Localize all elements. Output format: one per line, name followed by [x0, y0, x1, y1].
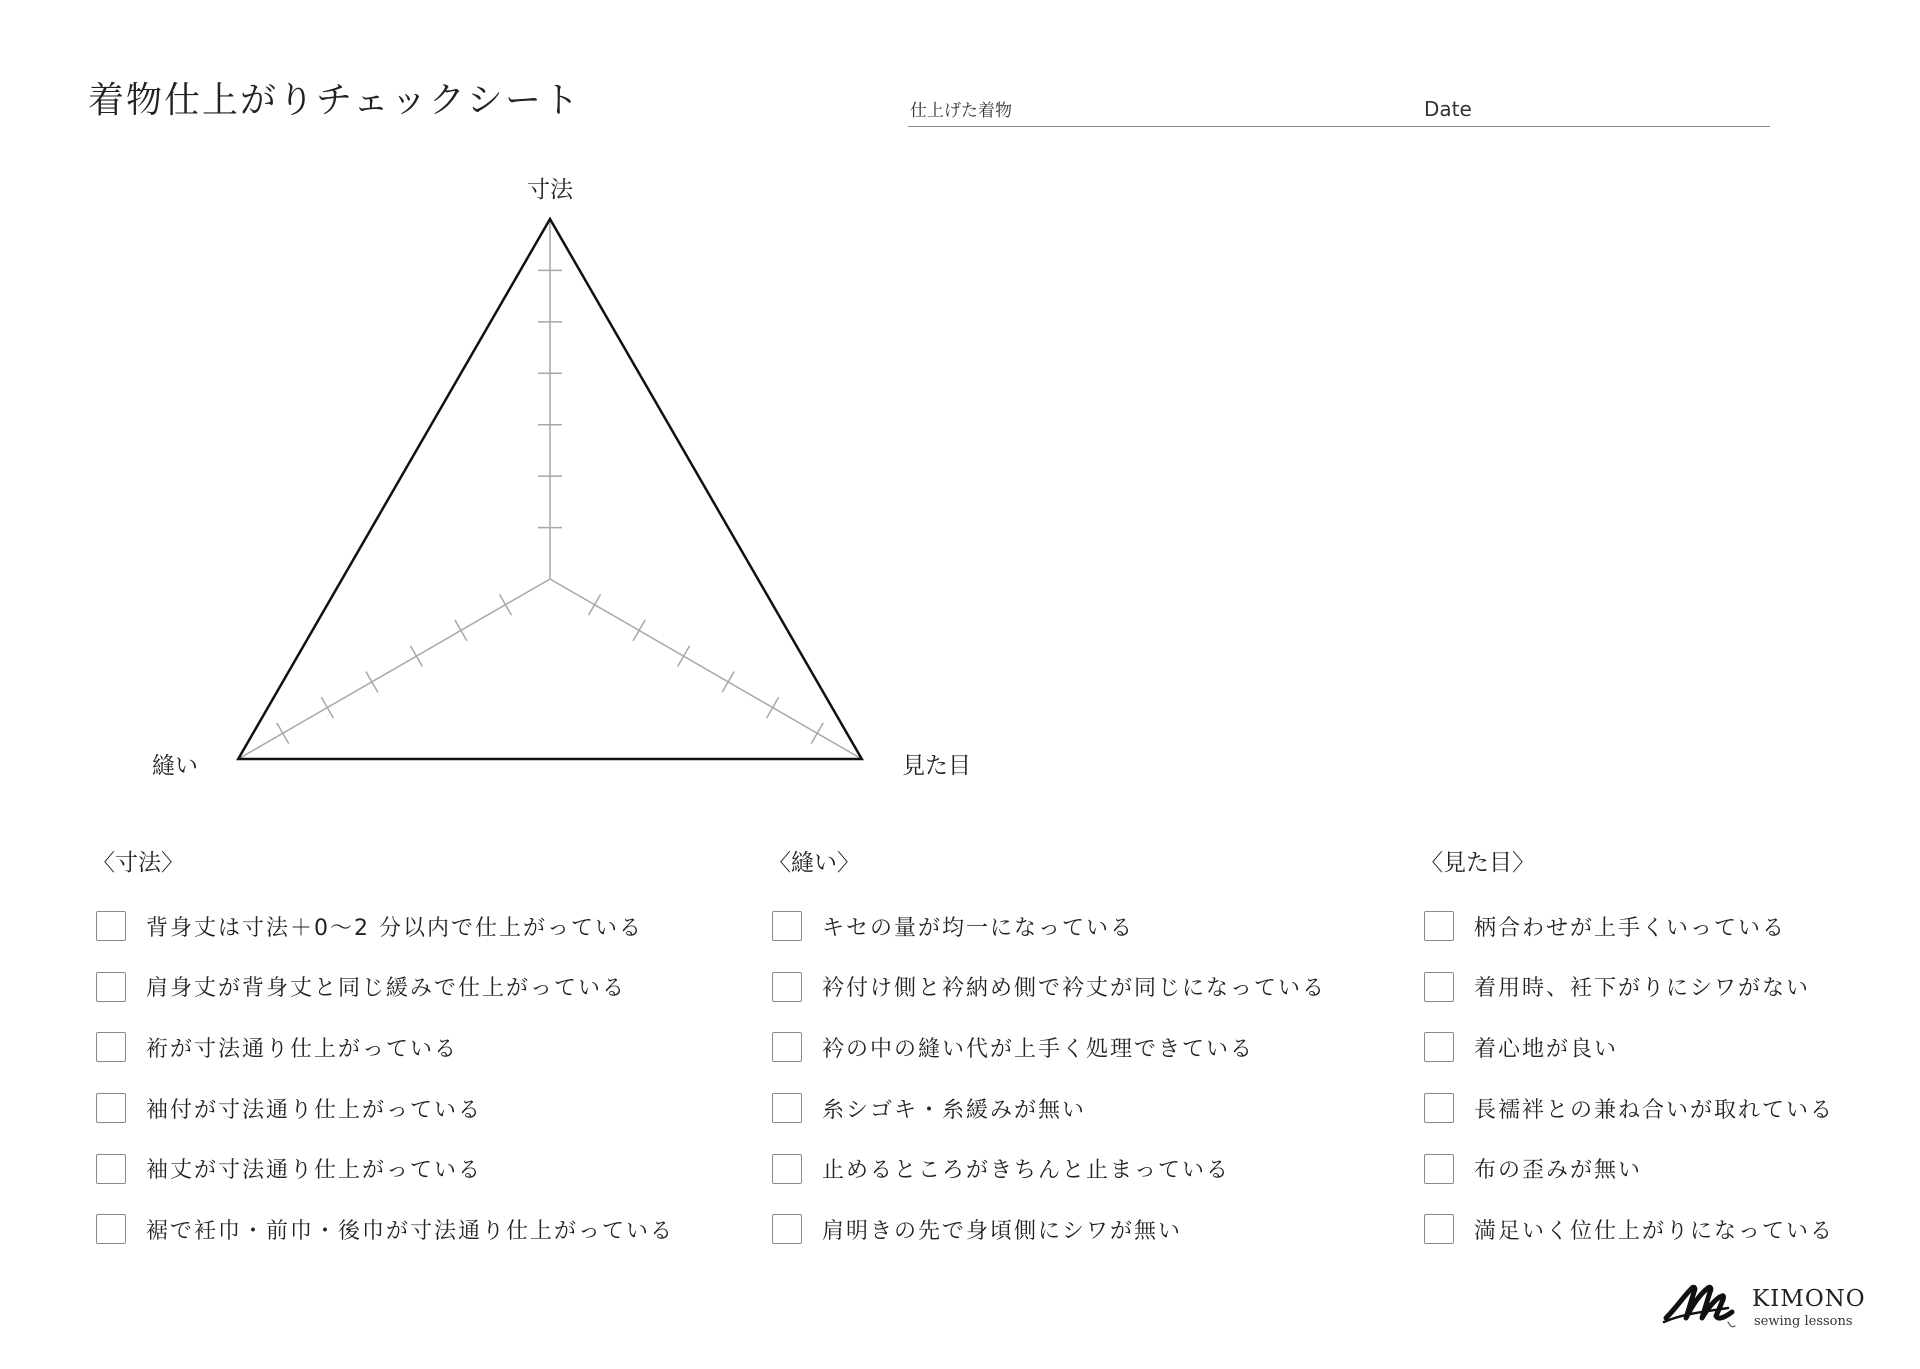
check-item-label: 肩明きの先で身頃側にシワが無い: [822, 1218, 1183, 1244]
check-item-label: 衿の中の縫い代が上手く処理できている: [822, 1036, 1255, 1062]
checkbox[interactable]: [96, 1214, 126, 1244]
radar-tick-appearance: [589, 594, 601, 615]
axis-label-sewing: 縫い: [152, 753, 198, 779]
check-item: [92, 1078, 674, 1139]
radar-tick-appearance: [767, 697, 779, 718]
radar-tick-sewing: [321, 697, 333, 718]
check-item-label: キセの量が均一になっている: [822, 915, 1135, 941]
check-item-label: 背身丈は寸法＋0〜2 分以内で仕上がっている: [146, 915, 643, 941]
checkbox[interactable]: [772, 1093, 802, 1123]
check-item: [1420, 957, 1834, 1018]
check-item-label: 布の歪みが無い: [1474, 1158, 1643, 1184]
checkbox[interactable]: [772, 911, 802, 941]
check-item: [92, 957, 674, 1018]
radar-tick-appearance: [678, 646, 690, 667]
brand-logo: [1662, 1278, 1872, 1334]
check-item: [1420, 1138, 1834, 1199]
checkbox[interactable]: [772, 1032, 802, 1062]
check-item: [768, 957, 1326, 1018]
check-item-label: 袖丈が寸法通り仕上がっている: [146, 1158, 483, 1184]
check-item: [92, 896, 674, 957]
section-dimensions: [92, 848, 674, 1260]
section-heading-appearance: 〈見た目〉: [1420, 850, 1535, 876]
checkbox[interactable]: [1424, 911, 1454, 941]
check-item: [1420, 896, 1834, 957]
checkbox[interactable]: [1424, 1214, 1454, 1244]
check-item: [1420, 1017, 1834, 1078]
radar-tick-sewing: [499, 594, 511, 615]
checkbox[interactable]: [772, 1154, 802, 1184]
logo-subtitle: sewing lessons: [1754, 1314, 1853, 1329]
section-sewing: [768, 848, 1326, 1260]
check-item: [1420, 1199, 1834, 1260]
kimono-name-label: 仕上げた着物: [910, 101, 1012, 121]
axis-label-appearance: 見た目: [902, 753, 971, 779]
check-item-label: 着用時、衽下がりにシワがない: [1474, 976, 1811, 1002]
check-item-label: 満足いく位仕上がりになっている: [1474, 1218, 1835, 1244]
check-item: [1420, 1078, 1834, 1139]
axis-label-dimensions: 寸法: [527, 177, 573, 203]
brush-m-logo-icon: [1662, 1278, 1748, 1334]
check-item: [92, 1199, 674, 1260]
check-item-label: 長襦袢との兼ね合いが取れている: [1474, 1097, 1835, 1123]
check-item-label: 袖付が寸法通り仕上がっている: [146, 1097, 483, 1123]
checkbox[interactable]: [96, 1093, 126, 1123]
section-heading-sewing: 〈縫い〉: [768, 850, 860, 876]
checkbox[interactable]: [1424, 1093, 1454, 1123]
check-item-label: 裄が寸法通り仕上がっている: [146, 1036, 459, 1062]
checkbox[interactable]: [96, 1032, 126, 1062]
radar-tick-appearance: [811, 723, 823, 744]
checkbox[interactable]: [96, 972, 126, 1002]
check-item: [92, 1138, 674, 1199]
check-item-label: 柄合わせが上手くいっている: [1474, 915, 1787, 941]
check-item: [768, 896, 1326, 957]
checkbox[interactable]: [1424, 1154, 1454, 1184]
checkbox[interactable]: [772, 1214, 802, 1244]
check-item: [768, 1078, 1326, 1139]
check-item: [92, 1017, 674, 1078]
radar-tick-sewing: [410, 646, 422, 667]
date-label: Date: [1424, 97, 1472, 121]
check-item-label: 裾で衽巾・前巾・後巾が寸法通り仕上がっている: [146, 1218, 675, 1244]
check-item: [768, 1199, 1326, 1260]
section-appearance: [1420, 848, 1834, 1260]
check-item-label: 止めるところがきちんと止まっている: [822, 1158, 1231, 1184]
checkbox[interactable]: [96, 1154, 126, 1184]
check-item: [768, 1017, 1326, 1078]
logo-name: KIMONO: [1752, 1286, 1866, 1312]
checkbox[interactable]: [96, 911, 126, 941]
radar-tick-sewing: [277, 723, 289, 744]
checkbox[interactable]: [1424, 972, 1454, 1002]
check-item-label: 着心地が良い: [1474, 1036, 1619, 1062]
radar-tick-appearance: [722, 671, 734, 692]
radar-axis-sewing: [238, 579, 550, 759]
check-item-label: 肩身丈が背身丈と同じ緩みで仕上がっている: [146, 976, 627, 1002]
checkbox[interactable]: [772, 972, 802, 1002]
checkbox[interactable]: [1424, 1032, 1454, 1062]
check-item-label: 衿付け側と衿納め側で衿丈が同じになっている: [822, 976, 1327, 1002]
radar-axis-appearance: [550, 579, 862, 759]
page-title: 着物仕上がりチェックシート: [88, 80, 581, 121]
check-item-label: 糸シゴキ・糸緩みが無い: [822, 1097, 1087, 1123]
radar-tick-sewing: [366, 671, 378, 692]
radar-tick-appearance: [633, 620, 645, 641]
section-heading-dimensions: 〈寸法〉: [92, 850, 184, 876]
radar-tick-sewing: [455, 620, 467, 641]
check-item: [768, 1138, 1326, 1199]
